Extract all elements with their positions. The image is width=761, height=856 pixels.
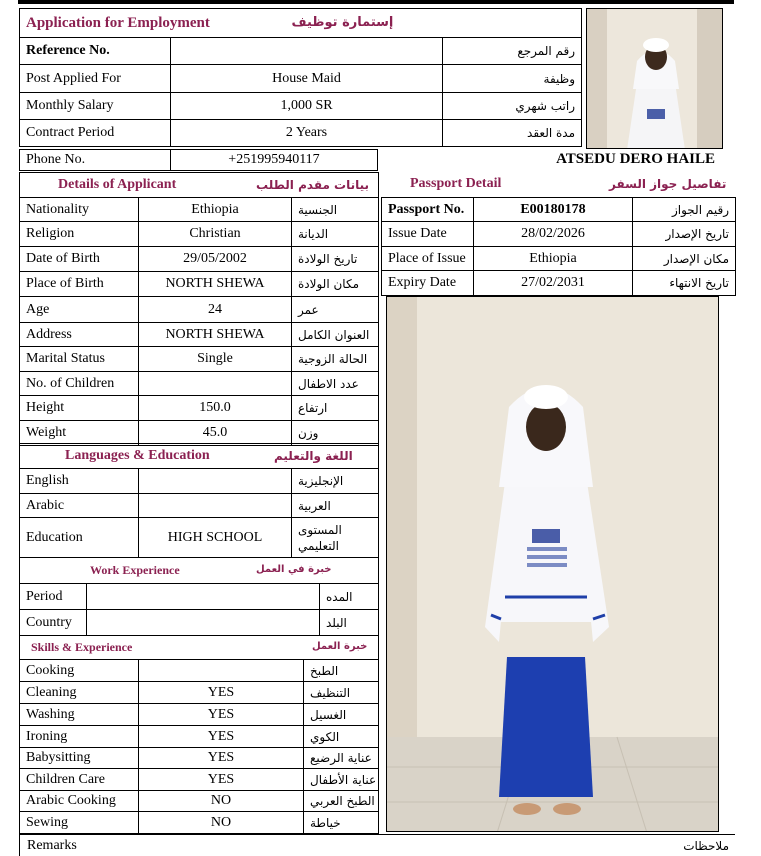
address-label: Address <box>20 323 139 347</box>
form-title-cell <box>20 9 582 38</box>
education-label-ar: المستوى التعليمي <box>292 518 379 558</box>
languages-title-cell <box>20 444 379 469</box>
cleaning-label: Cleaning <box>20 682 139 704</box>
reference-label-ar: رقم المرجع <box>443 38 582 65</box>
details-title-ar: بيانات مقدم الطلب <box>256 178 370 192</box>
dob-value: 29/05/2002 <box>139 247 292 272</box>
period-value <box>87 584 320 610</box>
contract-label: Contract Period <box>20 120 171 147</box>
address-label-ar: العنوان الكامل <box>292 323 379 347</box>
arabic-cooking-label-ar: الطبخ العربي <box>304 791 379 812</box>
education-label: Education <box>20 518 139 558</box>
address-value: NORTH SHEWA <box>139 323 292 347</box>
washing-value: YES <box>139 704 304 726</box>
phone-label: Phone No. <box>20 150 171 171</box>
children-care-label: Children Care <box>20 769 139 791</box>
place-of-issue-value: Ethiopia <box>474 247 633 271</box>
expiry-date-value: 27/02/2031 <box>474 271 633 296</box>
cleaning-value: YES <box>139 682 304 704</box>
dob-label: Date of Birth <box>20 247 139 272</box>
work-title-en: Work Experience <box>90 563 180 577</box>
issue-date-label: Issue Date <box>382 222 474 247</box>
height-value: 150.0 <box>139 396 292 421</box>
details-title-en: Details of Applicant <box>58 177 177 192</box>
languages-table <box>19 443 379 558</box>
arabic-value <box>139 494 292 518</box>
form-title-ar: إستمارة توظيف <box>291 14 394 30</box>
nationality-label-ar: الجنسية <box>292 198 379 222</box>
ironing-label-ar: الكوي <box>304 726 379 748</box>
cleaning-label-ar: التنظيف <box>304 682 379 704</box>
pob-label-ar: مكان الولادة <box>292 272 379 297</box>
details-table <box>19 172 379 446</box>
reference-value <box>171 38 443 65</box>
english-value <box>139 469 292 494</box>
nationality-label: Nationality <box>20 198 139 222</box>
post-label-ar: وظيفة <box>443 65 582 93</box>
religion-label-ar: الديانة <box>292 222 379 247</box>
country-value <box>87 610 320 636</box>
period-label-ar: المده <box>320 584 379 610</box>
washing-label: Washing <box>20 704 139 726</box>
work-table <box>19 557 379 636</box>
period-label: Period <box>20 584 87 610</box>
weight-label: Weight <box>20 421 139 446</box>
sewing-label-ar: خياطة <box>304 812 379 834</box>
issue-date-label-ar: تاريخ الإصدار <box>633 222 736 247</box>
weight-label-ar: وزن <box>292 421 379 446</box>
age-value: 24 <box>139 297 292 323</box>
skills-table <box>19 635 379 834</box>
pob-value: NORTH SHEWA <box>139 272 292 297</box>
passport-title <box>381 172 735 197</box>
contract-value: 2 Years <box>171 120 443 147</box>
country-label-ar: البلد <box>320 610 379 636</box>
washing-label-ar: الغسيل <box>304 704 379 726</box>
post-label: Post Applied For <box>20 65 171 93</box>
children-value <box>139 372 292 396</box>
contract-label-ar: مدة العقد <box>443 120 582 147</box>
salary-label-ar: راتب شهري <box>443 93 582 120</box>
country-label: Country <box>20 610 87 636</box>
place-of-issue-label-ar: مكان الإصدار <box>633 247 736 271</box>
applicant-photo-full <box>386 296 719 832</box>
height-label: Height <box>20 396 139 421</box>
salary-value: 1,000 SR <box>171 93 443 120</box>
cooking-value <box>139 660 304 682</box>
passport-no-value: E00180178 <box>474 198 633 222</box>
height-label-ar: ارتفاع <box>292 396 379 421</box>
passport-no-label: Passport No. <box>382 198 474 222</box>
babysitting-label-ar: عناية الرضيع <box>304 748 379 769</box>
arabic-cooking-value: NO <box>139 791 304 812</box>
person-figure-small <box>587 9 723 149</box>
reference-label: Reference No. <box>20 38 171 65</box>
sewing-label: Sewing <box>20 812 139 834</box>
form-title-en: Application for Employment <box>26 14 210 31</box>
salary-label: Monthly Salary <box>20 93 171 120</box>
ironing-value: YES <box>139 726 304 748</box>
remarks-label-ar: ملاحظات <box>683 839 729 853</box>
marital-value: Single <box>139 347 292 372</box>
languages-title-ar: اللغة والتعليم <box>274 449 353 463</box>
passport-title-ar: تفاصيل جواز السفر <box>609 177 727 191</box>
arabic-cooking-label: Arabic Cooking <box>20 791 139 812</box>
work-title-cell <box>20 558 379 584</box>
english-label: English <box>20 469 139 494</box>
place-of-issue-label: Place of Issue <box>382 247 474 271</box>
remarks-row <box>19 834 735 856</box>
dob-label-ar: تاريخ الولادة <box>292 247 379 272</box>
work-title-ar: خبرة في العمل <box>256 564 332 575</box>
skills-title-cell <box>20 636 379 660</box>
languages-title-en: Languages & Education <box>65 448 210 463</box>
cooking-label: Cooking <box>20 660 139 682</box>
phone-value: +251995940117 <box>171 150 378 171</box>
skills-title-ar: خبرة العمل <box>312 641 368 652</box>
education-value: HIGH SCHOOL <box>139 518 292 558</box>
cooking-label-ar: الطبخ <box>304 660 379 682</box>
expiry-date-label: Expiry Date <box>382 271 474 296</box>
arabic-label: Arabic <box>20 494 139 518</box>
marital-label: Marital Status <box>20 347 139 372</box>
babysitting-label: Babysitting <box>20 748 139 769</box>
ironing-label: Ironing <box>20 726 139 748</box>
skills-title-en: Skills & Experience <box>31 640 133 654</box>
applicant-name: ATSEDU DERO HAILE <box>556 151 715 167</box>
passport-title-en: Passport Detail <box>410 176 502 191</box>
children-care-value: YES <box>139 769 304 791</box>
header-form-table <box>19 8 582 147</box>
person-figure-full <box>387 297 719 832</box>
passport-no-label-ar: رقيم الجواز <box>633 198 736 222</box>
post-value: House Maid <box>171 65 443 93</box>
weight-value: 45.0 <box>139 421 292 446</box>
age-label: Age <box>20 297 139 323</box>
english-label-ar: الإنجليزية <box>292 469 379 494</box>
remarks-label: Remarks <box>27 838 77 853</box>
issue-date-value: 28/02/2026 <box>474 222 633 247</box>
children-label: No. of Children <box>20 372 139 396</box>
details-title-cell <box>20 173 379 198</box>
children-label-ar: عدد الاطفال <box>292 372 379 396</box>
children-care-label-ar: عناية الأطفال <box>304 769 379 791</box>
phone-table <box>19 149 378 171</box>
religion-label: Religion <box>20 222 139 247</box>
sewing-value: NO <box>139 812 304 834</box>
expiry-date-label-ar: تاريخ الانتهاء <box>633 271 736 296</box>
applicant-photo-small <box>586 8 723 149</box>
pob-label: Place of Birth <box>20 272 139 297</box>
top-border <box>18 0 734 4</box>
nationality-value: Ethiopia <box>139 198 292 222</box>
arabic-label-ar: العربية <box>292 494 379 518</box>
age-label-ar: عمر <box>292 297 379 323</box>
passport-table <box>381 197 736 296</box>
babysitting-value: YES <box>139 748 304 769</box>
religion-value: Christian <box>139 222 292 247</box>
marital-label-ar: الحالة الزوجية <box>292 347 379 372</box>
